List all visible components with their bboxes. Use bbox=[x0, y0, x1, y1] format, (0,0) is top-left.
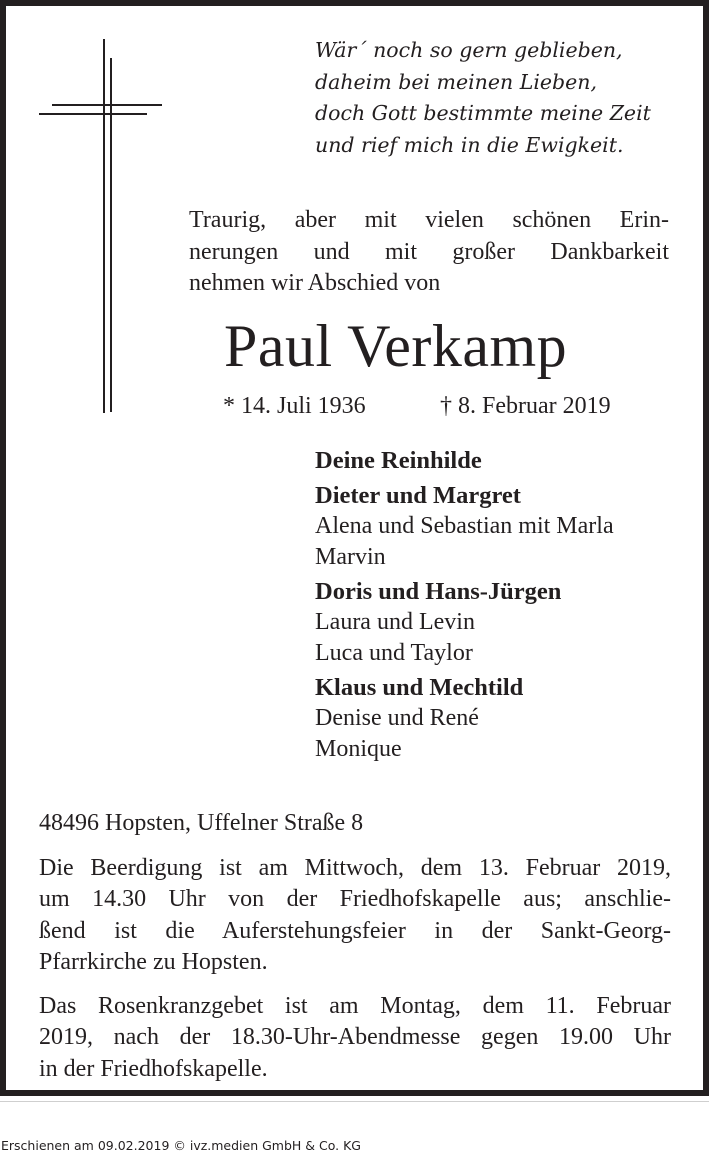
family-group bbox=[315, 481, 695, 572]
rosary-info bbox=[39, 991, 671, 1085]
life-dates bbox=[223, 391, 663, 421]
funeral-line: Die Beerdigung ist am Mittwoch, dem 13. Februar 2019, bbox=[39, 855, 671, 881]
family-member: Marvin bbox=[315, 543, 386, 570]
funeral-line: Pfarrkirche zu Hopsten. bbox=[39, 948, 268, 975]
poem-line: Wär´ noch so gern geblieben, bbox=[315, 38, 623, 62]
family-member: Alena und Sebastian mit Marla bbox=[315, 513, 614, 539]
cross-horizontal-bar bbox=[52, 104, 162, 106]
rosary-line: in der Friedhofskapelle. bbox=[39, 1055, 268, 1082]
birth-date: * 14. Juli 1936 bbox=[223, 393, 366, 419]
address: 48496 Hopsten, Uffelner Straße 8 bbox=[39, 810, 364, 836]
rosary-line: Das Rosenkranzgebet ist am Montag, dem 11. Februar bbox=[39, 993, 671, 1019]
publication-footer: Erschienen am 09.02.2019 © ivz.medien GmbH & Co. KG bbox=[1, 1138, 361, 1153]
poem-line: daheim bei meinen Lieben, bbox=[315, 69, 597, 94]
intro-line: nerungen und mit großer Dankbarkeit bbox=[189, 238, 669, 265]
family-head: Deine Reinhilde bbox=[315, 447, 482, 474]
poem-line: und rief mich in die Ewigkeit. bbox=[315, 132, 624, 157]
family-head: Doris und Hans-Jürgen bbox=[315, 578, 562, 605]
cross-vertical-bar bbox=[103, 39, 105, 413]
divider bbox=[0, 1101, 709, 1102]
poem-line: doch Gott bestimmte meine Zeit bbox=[315, 101, 651, 126]
family-group bbox=[315, 673, 695, 764]
family-member: Luca und Taylor bbox=[315, 639, 473, 666]
cross-vertical-bar-inner bbox=[110, 58, 112, 412]
funeral-info bbox=[39, 853, 671, 978]
cross-horizontal-bar-inner bbox=[39, 113, 147, 115]
family-head: Dieter und Margret bbox=[315, 482, 521, 509]
family-group bbox=[315, 577, 695, 668]
family-member: Denise und René bbox=[315, 705, 479, 731]
funeral-line: um 14.30 Uhr von der Friedhofskapelle aus; anschlie- bbox=[39, 886, 671, 913]
deceased-name: Paul Verkamp bbox=[224, 313, 568, 379]
intro-text bbox=[189, 205, 669, 300]
funeral-line: ßend ist die Auferstehungsfeier in der Sankt-Georg- bbox=[39, 917, 671, 944]
intro-line: Traurig, aber mit vielen schönen Erin- bbox=[189, 207, 669, 233]
family-member: Laura und Levin bbox=[315, 609, 475, 635]
rosary-line: 2019, nach der 18.30-Uhr-Abendmesse gegen 19.00 Uhr bbox=[39, 1024, 671, 1051]
family-member: Monique bbox=[315, 735, 402, 762]
death-date: † 8. Februar 2019 bbox=[440, 393, 611, 419]
family-group bbox=[315, 446, 695, 476]
intro-line: nehmen wir Abschied von bbox=[189, 270, 441, 296]
family-head: Klaus und Mechtild bbox=[315, 674, 524, 701]
mourners-list bbox=[315, 446, 695, 769]
poem bbox=[315, 35, 685, 161]
